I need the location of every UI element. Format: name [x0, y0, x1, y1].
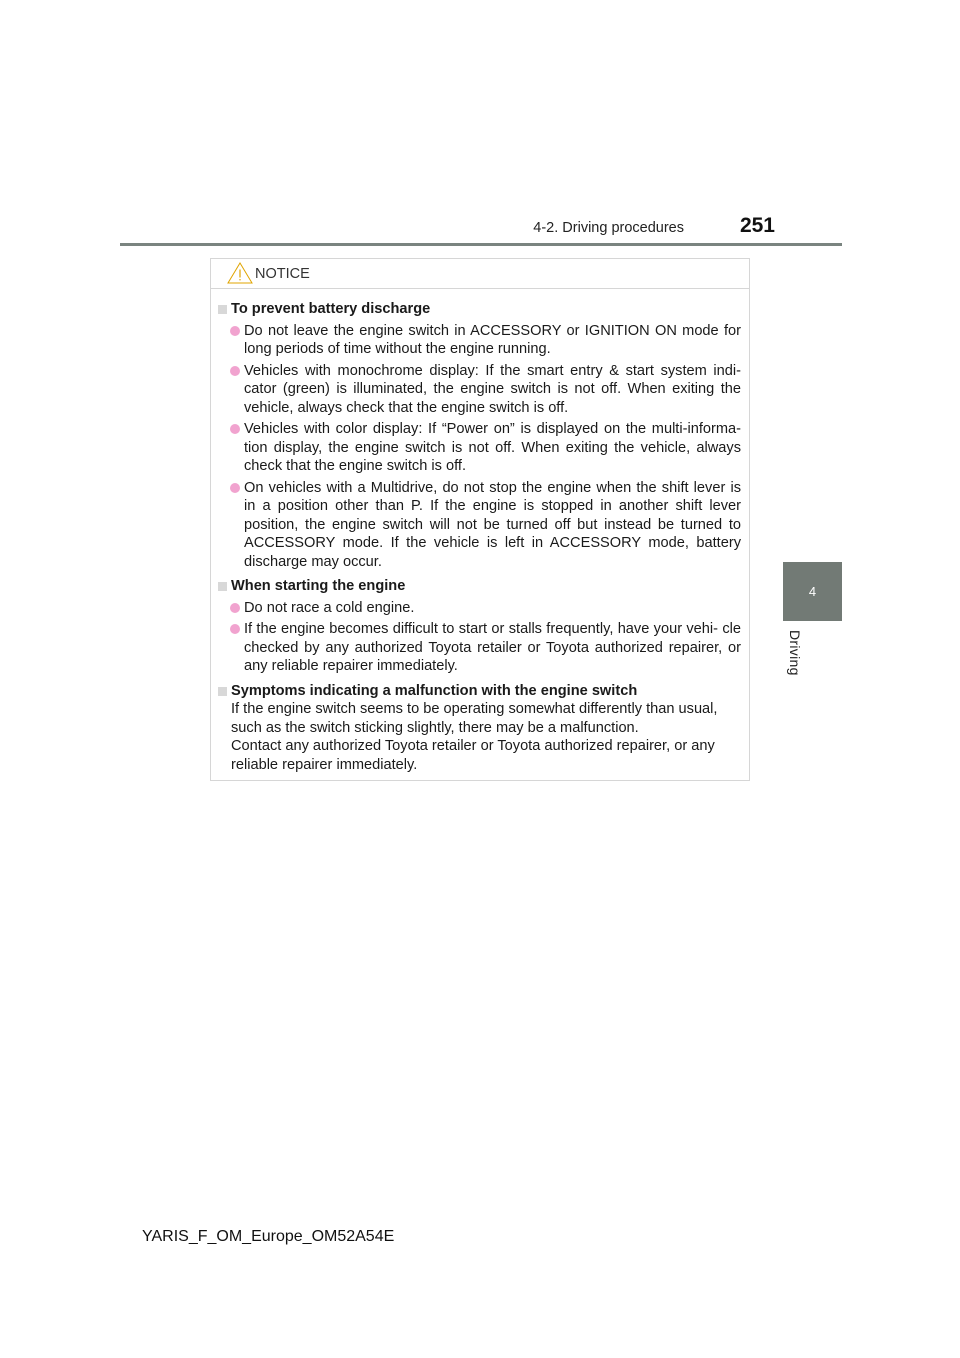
chapter-number: 4 [808, 584, 817, 599]
circle-bullet-icon [230, 624, 240, 634]
square-bullet-icon [218, 305, 227, 314]
page-number: 251 [739, 214, 775, 237]
list-item: Do not race a cold engine. [229, 599, 741, 618]
circle-bullet-icon [230, 366, 240, 376]
circle-bullet-icon [230, 603, 240, 613]
notice-title: NOTICE [255, 265, 310, 282]
list-item: Vehicles with color display: If “Power on” is displayed on the multi-informa- tion display, the engine switch is not off. When exiting the vehicle, always check that the engine switch is off. [229, 420, 741, 476]
footer-doc-id: YARIS_F_OM_Europe_OM52A54E [142, 1228, 395, 1245]
header-divider [120, 243, 842, 246]
chapter-tab[interactable] [783, 562, 842, 621]
paragraph: If the engine switch seems to be operating somewhat differently than usual, such as the switch sticking slightly, there may be a malfunction. [231, 701, 718, 736]
list-item: If the engine becomes difficult to start or stalls frequently, have your vehi- cle checked by any authorized Toyota retailer or Toyota authorized repairer, or any reliable repairer immediately. [229, 620, 741, 676]
notice-body [211, 289, 749, 774]
warning-triangle-icon [227, 262, 253, 284]
notice-box [210, 258, 750, 781]
circle-bullet-icon [230, 424, 240, 434]
section-heading: When starting the engine [217, 577, 741, 596]
list-item: Vehicles with monochrome display: If the smart entry & start system indi- cator (green) is illuminated, the engine switch is not off. When exiting the vehicle, always check that the engine switch is off. [229, 362, 741, 418]
list-item: Do not leave the engine switch in ACCESSORY or IGNITION ON mode for long periods of time without the engine running. [229, 322, 741, 359]
square-bullet-icon [218, 687, 227, 696]
paragraph: Contact any authorized Toyota retailer or Toyota authorized repairer, or any reliable repairer immediately. [231, 738, 715, 773]
header-section-title: 4-2. Driving procedures [533, 220, 684, 236]
section-heading: To prevent battery discharge [217, 300, 741, 319]
circle-bullet-icon [230, 326, 240, 336]
circle-bullet-icon [230, 483, 240, 493]
section-heading: Symptoms indicating a malfunction with the engine switch [217, 682, 741, 701]
square-bullet-icon [218, 582, 227, 591]
chapter-title: Driving [787, 630, 803, 676]
notice-header [211, 259, 749, 289]
list-item: On vehicles with a Multidrive, do not stop the engine when the shift lever is in a position other than P. If the engine is stopped in another shift lever position, the engine switch will not be turned off but instead be turned to ACCESSORY mode. If the vehicle is left in ACCESSORY mode, battery discharge may occur. [229, 479, 741, 572]
